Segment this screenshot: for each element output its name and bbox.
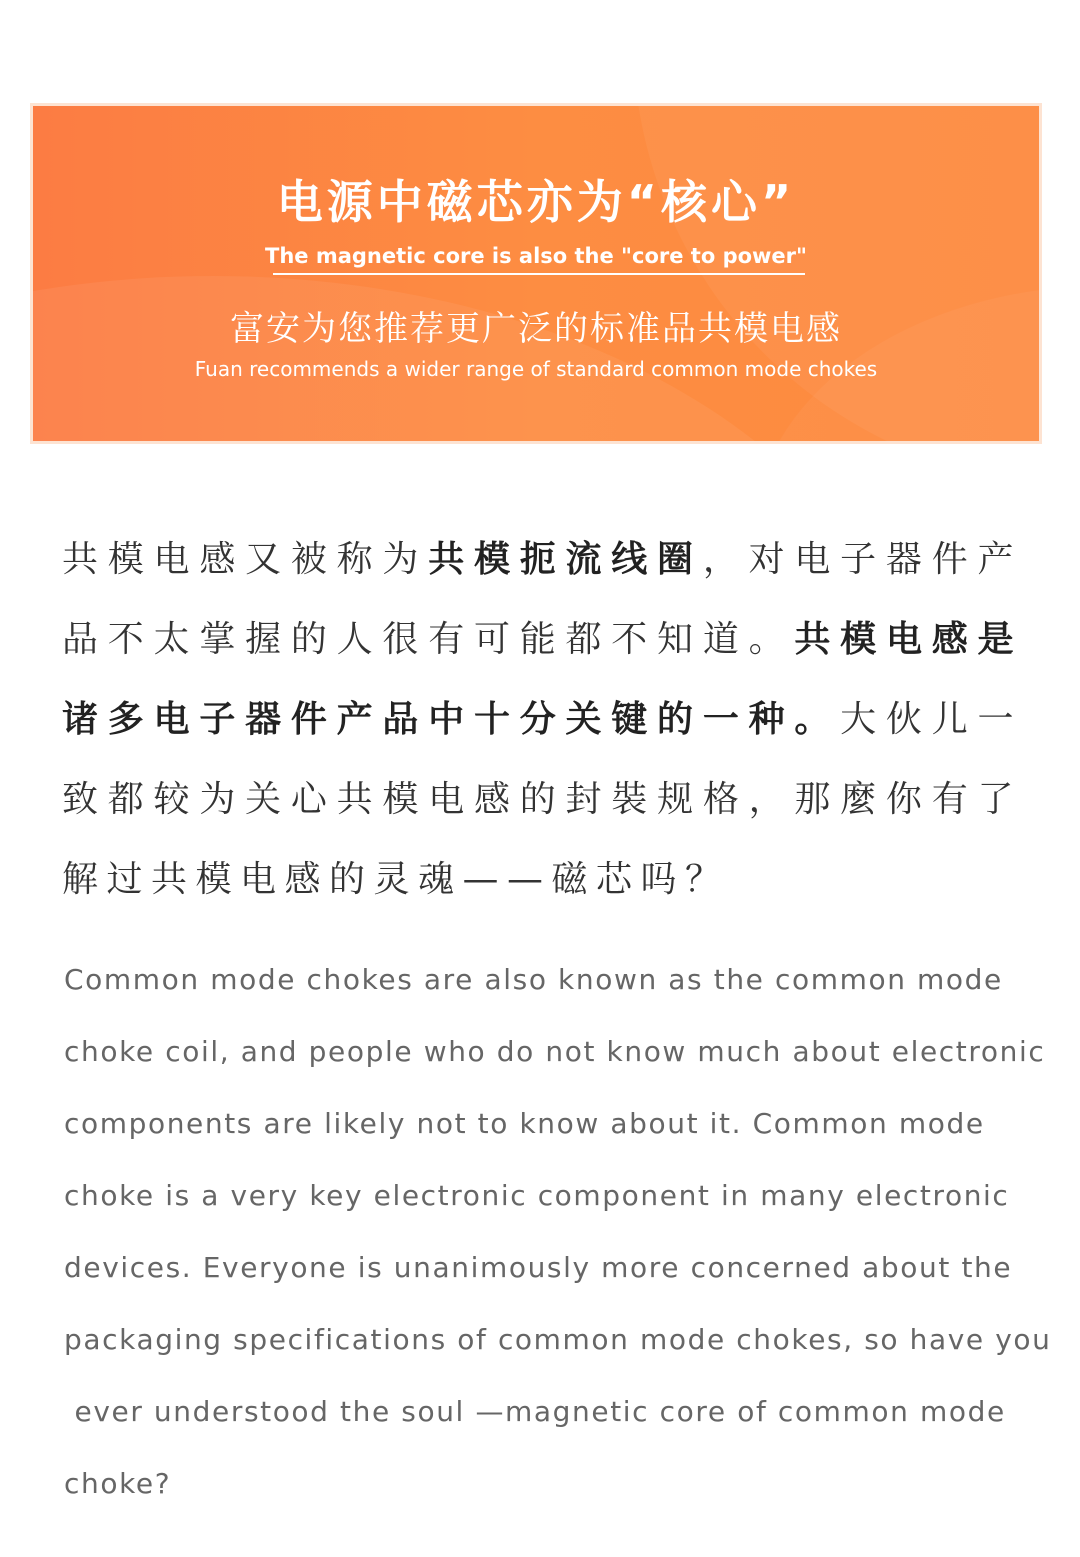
header-banner <box>30 103 1042 444</box>
en-line: choke? <box>64 1467 172 1500</box>
en-line: devices. Everyone is unanimously more concerned about the <box>64 1251 1013 1284</box>
en-line: ever understood the soul —magnetic core of common mode <box>64 1395 1006 1428</box>
english-paragraph <box>64 944 1052 1520</box>
en-line: components are likely not to know about it. Common mode <box>64 1107 985 1140</box>
chinese-paragraph <box>62 520 1022 920</box>
cn-text: 共模电感又被称为 <box>62 539 429 580</box>
banner-title: 电源中磁芯亦为“核心” <box>276 175 796 229</box>
banner-tagline-cn: 富安为您推荐更广泛的标准品共模电感 <box>230 309 842 349</box>
en-line: choke is a very key electronic component in many electronic <box>64 1179 1010 1212</box>
cn-bold-text: 共模电感是诸多电子器件产品中十分关键的一种。 <box>62 619 1022 740</box>
banner-underline <box>273 273 805 275</box>
banner-tagline-en: Fuan recommends a wider range of standard common mode chokes <box>194 357 878 381</box>
cn-text: ，对电子器件产品不太掌握的人很有可能都不知道。 <box>62 539 1022 660</box>
cn-bold-text: 共模扼流线圈 <box>428 539 703 580</box>
cn-text: 大伙儿一致都较为关心共模电感的封裝规格，那麼你有了解过共模电感的灵魂——磁芯吗？ <box>62 699 1022 900</box>
en-line: Common mode chokes are also known as the common mode <box>64 963 1003 996</box>
banner-subtitle-en: The magnetic core is also the "core to power" <box>265 244 807 268</box>
en-line: packaging specifications of common mode chokes, so have you <box>64 1323 1052 1356</box>
en-line: choke coil, and people who do not know much about electronic <box>64 1035 1046 1068</box>
